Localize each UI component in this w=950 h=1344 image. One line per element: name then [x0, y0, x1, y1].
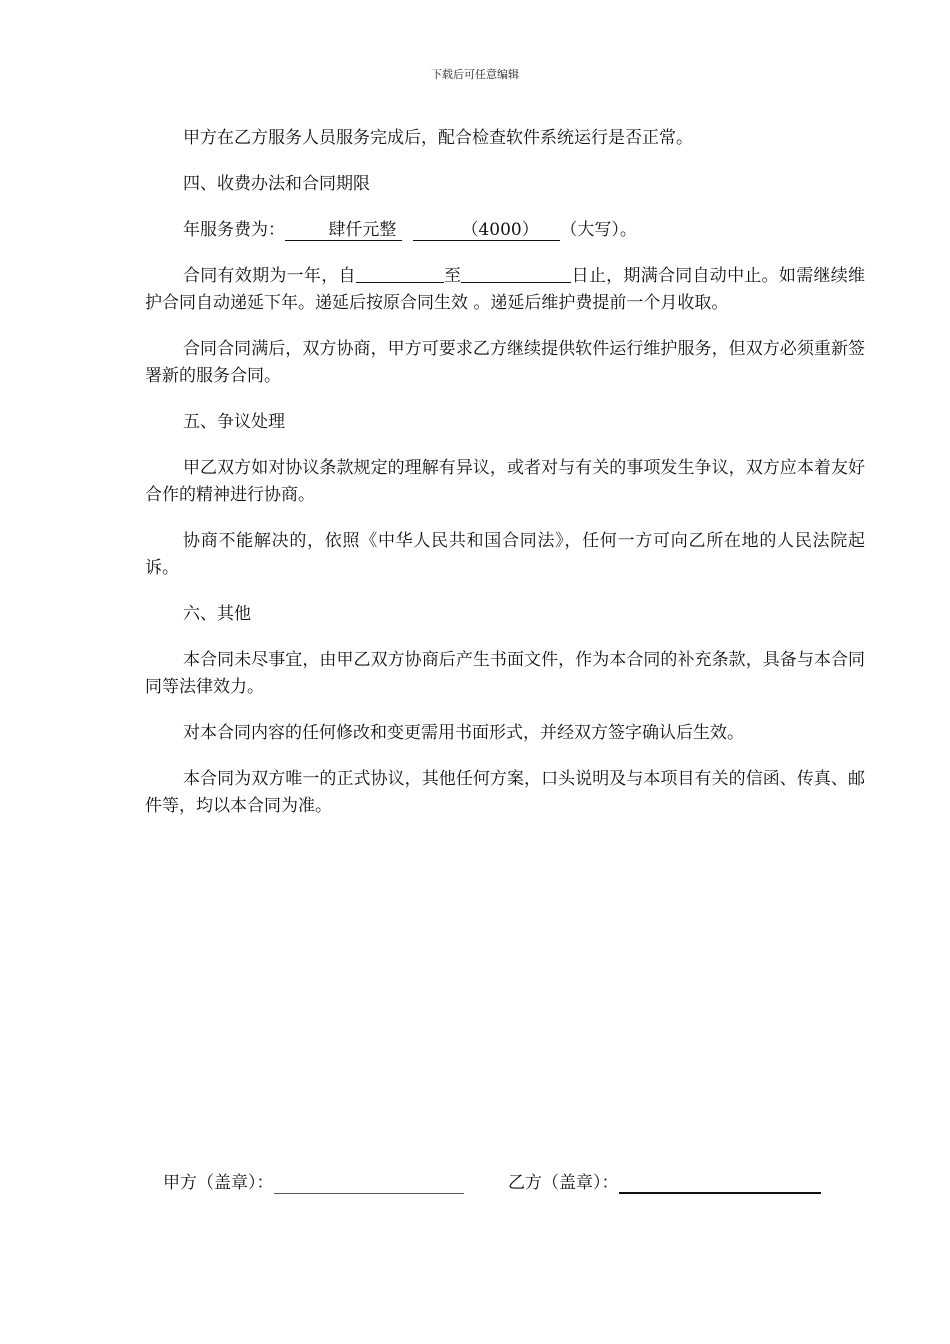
paragraph-renewal: 合同合同满后，双方协商，甲方可要求乙方继续提供软件运行维护服务，但双方必须重新签署新的服务合同。 [145, 339, 865, 386]
party-b-label: 乙方（盖章）： [508, 1173, 619, 1193]
term-text-end: 日止，期满合同自动中止。如需继续维护合同自动递延下年。递延后按原合同生效 。递延后维护费提前一个月收取。 [145, 266, 866, 313]
party-b-signature [508, 1170, 821, 1197]
fee-suffix: （大写）。 [560, 220, 637, 240]
fee-amount-fill [285, 220, 402, 241]
fee-amount-number: （4000） [461, 220, 539, 240]
party-a-signature [163, 1170, 464, 1197]
fee-number-fill [413, 220, 561, 241]
end-date-blank [461, 264, 571, 283]
section-heading-dispute: 五、争议处理 [183, 412, 285, 432]
party-a-label: 甲方（盖章）： [163, 1173, 274, 1193]
term-text-to: 至 [443, 266, 462, 286]
paragraph-system-check: 甲方在乙方服务人员服务完成后，配合检查软件系统运行是否正常。 [183, 128, 693, 148]
contract-body [145, 125, 865, 839]
page-header-note: 下载后可任意编辑 [431, 68, 519, 81]
paragraph-entire-agreement: 本合同为双方唯一的正式协议，其他任何方案，口头说明及与本项目有关的信函、传真、邮件等，均以本合同为准。 [145, 769, 865, 816]
section-heading-fees: 四、收费办法和合同期限 [183, 174, 370, 194]
term-text-start: 合同有效期为一年，自 [183, 266, 356, 286]
paragraph-dispute-negotiation: 甲乙双方如对协议条款规定的理解有异议，或者对与有关的事项发生争议，双方应本着友好合作的精神进行协商。 [145, 458, 865, 505]
paragraph-annual-fee [145, 217, 865, 244]
party-a-signature-line [274, 1173, 464, 1194]
paragraph-supplementary-terms: 本合同未尽事宜，由甲乙双方协商后产生书面文件，作为本合同的补充条款，具备与本合同同等法律效力。 [145, 650, 865, 697]
fee-label: 年服务费为： [183, 220, 285, 240]
paragraph-amendments: 对本合同内容的任何修改和变更需用书面形式，并经双方签字确认后生效。 [183, 723, 744, 743]
paragraph-contract-term [145, 263, 865, 317]
start-date-blank [356, 264, 444, 283]
paragraph-dispute-court: 协商不能解决的，依照《中华人民共和国合同法》，任何一方可向乙所在地的人民法院起诉。 [145, 531, 865, 578]
party-b-signature-line [619, 1172, 821, 1194]
section-heading-other: 六、其他 [183, 604, 251, 624]
fee-amount-words: 肆仟元整 [328, 220, 397, 240]
